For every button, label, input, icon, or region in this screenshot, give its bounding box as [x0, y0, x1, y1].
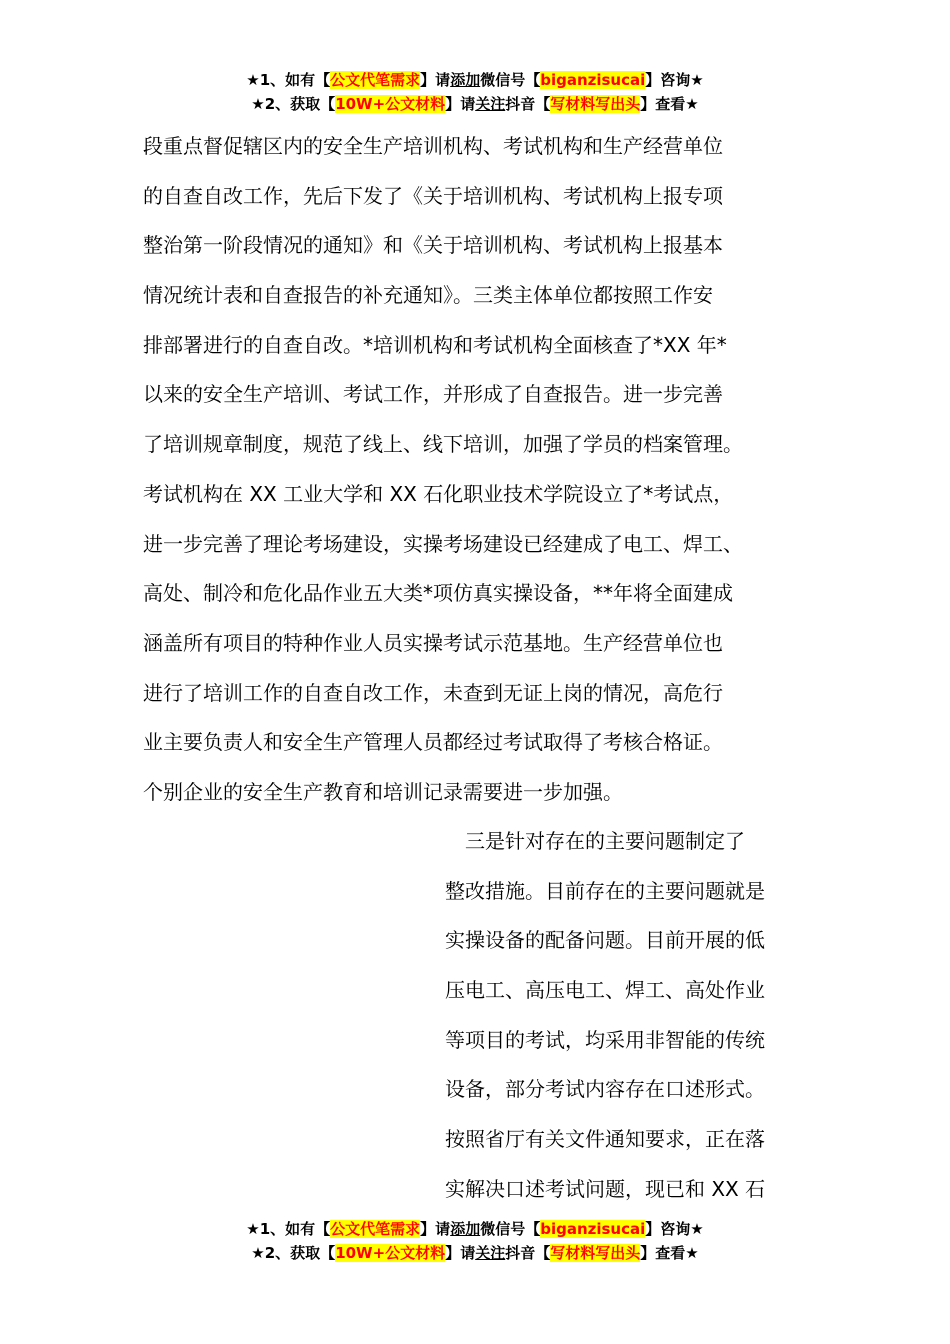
body-paragraph: [143, 122, 823, 818]
banner-text: 】请: [420, 71, 451, 89]
banner-highlight: biganzisucai: [540, 71, 646, 89]
body-line: 段重点督促辖区内的安全生产培训机构、考试机构和生产经营单位: [143, 134, 723, 158]
indent-line: 设备，部分考试内容存在口述形式。: [445, 1077, 765, 1102]
indent-line: 压电工、高压电工、焊工、高处作业: [445, 978, 765, 1003]
banner-text: ★1、如有【: [246, 1220, 331, 1238]
indent-line: 实操设备的配备问题。目前开展的低: [445, 928, 765, 953]
body-line: 进行了培训工作的自查自改工作，未查到无证上岗的情况，高危行: [143, 680, 723, 705]
banner-highlight: 写材料写出头: [550, 95, 641, 113]
indent-line: 按照省厅有关文件通知要求，正在落: [445, 1127, 765, 1152]
banner-text: 】查看★: [640, 95, 699, 113]
header-banner-line-2: [0, 92, 950, 116]
banner-highlight: 10W+公文材料: [335, 95, 446, 113]
body-line: 高处、制冷和危化品作业五大类*项仿真实操设备，**年将全面建成: [143, 581, 733, 606]
banner-highlight: 10W+公文材料: [335, 1244, 446, 1262]
banner-text: 】查看★: [640, 1244, 699, 1262]
indent-line: 整改措施。目前存在的主要问题就是: [445, 878, 765, 903]
banner-highlight: 公文代笔需求: [330, 1220, 421, 1238]
banner-text: 】请: [445, 95, 476, 113]
banner-text: 】请: [420, 1220, 451, 1238]
banner-highlight: biganzisucai: [540, 1220, 646, 1238]
banner-highlight: 写材料写出头: [550, 1244, 641, 1262]
banner-underline: 添加: [450, 71, 481, 89]
banner-text: 抖音【: [505, 1244, 551, 1262]
body-line: 涵盖所有项目的特种作业人员实操考试示范基地。生产经营单位也: [143, 630, 723, 655]
banner-underline: 关注: [475, 95, 506, 113]
footer-banner-line-2: [0, 1241, 950, 1265]
indent-line: 三是针对存在的主要问题制定了: [445, 829, 745, 853]
footer-banner-line-1: [0, 1217, 950, 1241]
body-line: 的自查自改工作，先后下发了《关于培训机构、考试机构上报专项: [143, 183, 723, 208]
banner-text: 抖音【: [505, 95, 551, 113]
banner-highlight: 公文代笔需求: [330, 71, 421, 89]
indent-line: 实解决口述考试问题，现已和 XX 石: [445, 1176, 766, 1201]
body-line: 了培训规章制度，规范了线上、线下培训，加强了学员的档案管理。: [143, 432, 743, 457]
banner-underline: 添加: [450, 1220, 481, 1238]
header-banner-line-1: [0, 68, 950, 92]
banner-text: ★2、获取【: [251, 1244, 336, 1262]
banner-text: 】咨询★: [645, 71, 704, 89]
indent-line: 等项目的考试，均采用非智能的传统: [445, 1027, 765, 1052]
banner-text: ★1、如有【: [246, 71, 331, 89]
indented-paragraph: [445, 817, 815, 1215]
body-line: 考试机构在 XX 工业大学和 XX 石化职业技术学院设立了*考试点，: [143, 481, 734, 506]
banner-text: 微信号【: [480, 1220, 541, 1238]
banner-text: ★2、获取【: [251, 95, 336, 113]
banner-text: 微信号【: [480, 71, 541, 89]
body-line: 情况统计表和自查报告的补充通知》。三类主体单位都按照工作安: [143, 283, 713, 308]
body-line: 业主要负责人和安全生产管理人员都经过考试取得了考核合格证。: [143, 730, 723, 755]
banner-text: 】请: [445, 1244, 476, 1262]
banner-underline: 关注: [475, 1244, 506, 1262]
body-line: 以来的安全生产培训、考试工作，并形成了自查报告。进一步完善: [143, 382, 723, 407]
body-line: 进一步完善了理论考场建设，实操考场建设已经建成了电工、焊工、: [143, 531, 743, 556]
banner-text: 】咨询★: [645, 1220, 704, 1238]
body-line: 个别企业的安全生产教育和培训记录需要进一步加强。: [143, 779, 623, 804]
body-line: 排部署进行的自查自改。*培训机构和考试机构全面核查了*XX 年*: [143, 332, 727, 357]
body-line: 整治第一阶段情况的通知》和《关于培训机构、考试机构上报基本: [143, 233, 723, 258]
